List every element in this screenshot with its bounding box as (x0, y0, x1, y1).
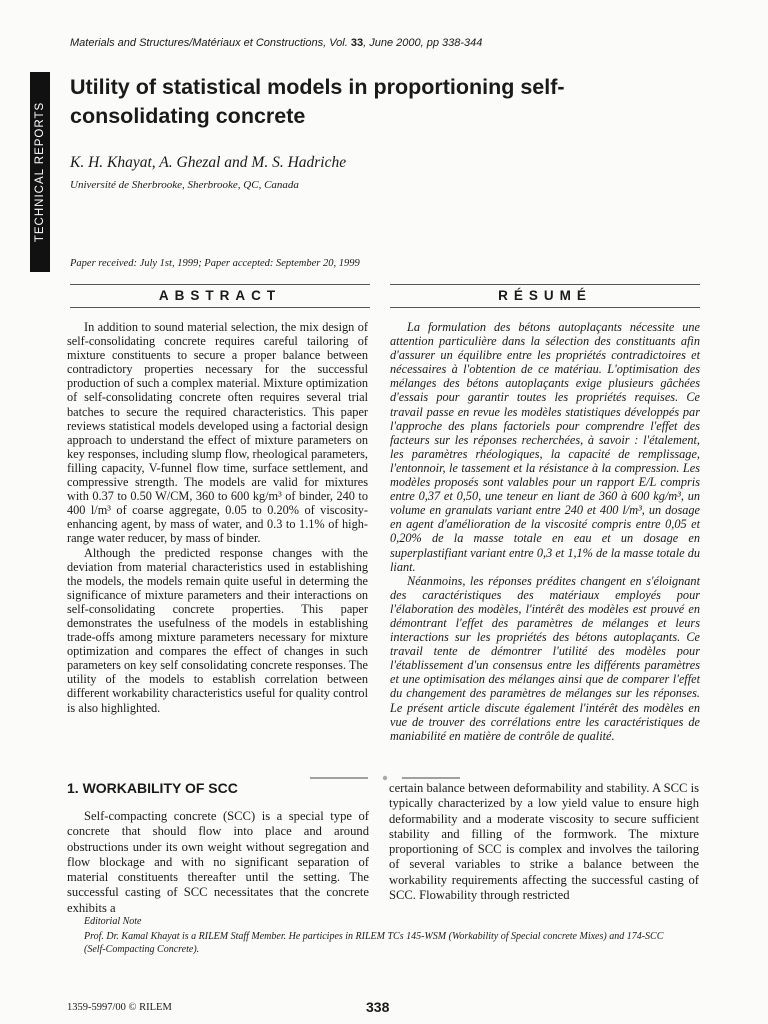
abstract-paragraph-1: In addition to sound material selection, the mix design of self-consolidating concrete requires careful tailoring of mixture constituents to secure a proper balance between contradictory properties necessary for the successful production of such a complex material. Mixture optimization of self-consolidating concrete often requires several trial batches to secure the required characteristics. This paper reviews statistical models developed using a factorial design approach to understand the effect of mixture parameters on key responses, including slump flow, rheological parameters, filling capacity, V-funnel flow time, surface settlement, and compressive strength. The models are valid for mixtures with 0.37 to 0.50 W/CM, 360 to 600 kg/m³ of binder, 240 to 400 l/m³ of coarse aggregate, 0.05 to 0.20% of viscosity-enhancing agent, by mass of water, and 0.3 to 1.1% of high-range water reducer, by mass of binder. (67, 320, 368, 546)
received-dates: Paper received: July 1st, 1999; Paper accepted: September 20, 1999 (70, 258, 360, 269)
editorial-note-label: Editorial Note (84, 916, 142, 927)
journal-citation (70, 37, 482, 49)
volume-prefix: Vol. (326, 37, 351, 49)
section-body-left (67, 809, 369, 916)
resume-top-rule (390, 284, 700, 285)
authors: K. H. Khayat, A. Ghezal and M. S. Hadriche (70, 154, 347, 171)
abstract-top-rule (70, 284, 370, 285)
resume-paragraph-1: La formulation des bétons autoplaçants nécessite une attention particulière dans la sélection des constituants afin d'assurer un équilibre entre les propriétés contradictoires et nécessaires à l'obtention de ce matériau. L'optimisation des mélanges des bétons autoplaçants exige plusieurs gâchées d'essais pour garantir toutes les propriétés requises. Ce travail passe en revue les modèles statistiques développés par l'approche des plans factoriels pour comprendre l'effet des facteurs sur les réponses recherchées, à savoir : l'étalement, les paramètres rhéologiques, la capacité de remplissage, l'entonnoir, le tassement et la résistance à la compression. Les modèles proposés sont valables pour un rapport E/L compris entre 0,37 et 0,50, une teneur en liant de 360 à 600 kg/m³, un volume en granulats variant entre 240 et 400 l/m³, un dosage en agent d'amélioration de la viscosité compris entre 0,05 et 0,20% de la masse totale en eau et un dosage en superplastifiant variant entre 0,3 et 1,1% de la masse totale du liant. (390, 320, 700, 574)
affiliation: Université de Sherbrooke, Sherbrooke, QC, Canada (70, 179, 299, 191)
resume-bottom-rule (390, 307, 700, 308)
abstract-bottom-rule (70, 307, 370, 308)
issue-pages: , June 2000, pp 338-344 (363, 37, 483, 49)
section-tab-label: TECHNICAL REPORTS (34, 101, 47, 243)
issn-line: 1359-5997/00 © RILEM (67, 1002, 172, 1013)
section-paragraph-right: certain balance between deformability and stability. A SCC is typically characterized by a low yield value to ensure high deformability and a moderate viscosity to secure sufficient stability and filling of the formwork. The mixture proportioning of SCC is complex and involves the tailoring of several variables to strike a balance between the workability requirements affecting the successful casting of SCC. Flowability through restricted (389, 781, 699, 903)
resume-body (390, 320, 700, 743)
resume-paragraph-2: Néanmoins, les réponses prédites changent en s'éloignant des caractéristiques des matériaux employés pour l'élaboration des modèles, l'intérêt des modèles est prouvé en démontrant l'effet des paramètres de mélanges et leurs interactions sur les propriétés des bétons autoplaçants. Ce travail tente de démontrer l'utilité des modèles pour l'établissement d'un consensus entre les différents paramètres et une optimisation des mélanges ainsi que de comparer l'effet du changement des paramètres de mélanges sur les réponses. Le présent article discute également l'intérêt des modèles en vue de trouver des corrélations entre les caractéristiques de maniabilité en matière de contrôle de qualité. (390, 573, 700, 743)
resume-heading: RÉSUMÉ (498, 288, 592, 303)
volume-number: 33 (350, 37, 364, 49)
section-paragraph-left: Self-compacting concrete (SCC) is a special type of concrete that should flow into place and around obstructions under its own weight without segregation and flow blockage and with no significant separation of material constituents thereafter until the setting. The successful casting of SCC necessitates that the concrete exhibits a (67, 809, 369, 915)
editorial-note-text: Prof. Dr. Kamal Khayat is a RILEM Staff Member. He participes in RILEM TCs 145-WSM (Workability of Special concrete Mixes) and 174-SCC (Self-Compacting Concrete). (84, 931, 664, 955)
paper-title: Utility of statistical models in proportioning self-consolidating concrete (70, 75, 565, 128)
abstract-body (67, 320, 368, 715)
abstract-paragraph-2: Although the predicted response changes with the deviation from material characteristics used in establishing the models, the models remain quite useful in determing the significance of mixture parameters and their interactions on self-consolidating concrete properties. This paper demonstrates the usefulness of the models in establishing trade-offs among mixture parameters necessary for mixture optimization and compares the effect of changes in such parameters on key self consolidating concrete responses. The utility of the models to establish correlation between different workability characteristics useful for quality control is also highlighted. (67, 545, 368, 715)
section-tab (30, 72, 50, 272)
abstract-heading: ABSTRACT (158, 288, 282, 303)
journal-name: Materials and Structures/Matériaux et Constructions, (70, 37, 327, 49)
section-body-right (389, 781, 699, 903)
page-number: 338 (366, 999, 390, 1015)
section-heading: 1. WORKABILITY OF SCC (67, 780, 238, 796)
